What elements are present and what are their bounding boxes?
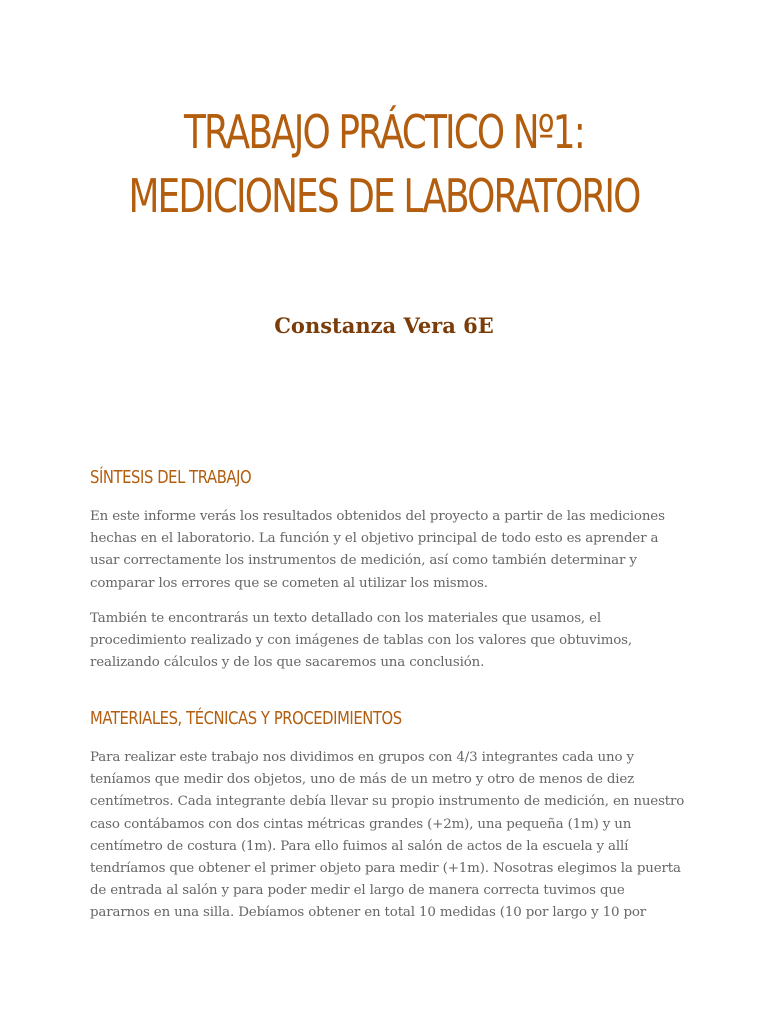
text-line: procedimiento realizado y con imágenes de tablas con los valores que obtuvimos,	[90, 633, 632, 649]
title-line-2: MEDICIONES DE LABORATORIO	[128, 169, 640, 223]
text-line: comparar los errores que se cometen al utilizar los mismos.	[90, 575, 488, 591]
title-line-1: TRABAJO PRÁCTICO Nº1:	[184, 105, 584, 159]
text-line: pararnos en una silla. Debíamos obtener en total 10 medidas (10 por largo y 10 por	[90, 905, 647, 921]
text-line: hechas en el laboratorio. La función y el objetivo principal de todo esto es aprender a	[90, 531, 659, 547]
paragraph-sintesis-2	[90, 608, 680, 675]
text-line: En este informe verás los resultados obtenidos del proyecto a partir de las mediciones	[90, 509, 665, 524]
text-line: usar correctamente los instrumentos de medición, así como también determinar y	[90, 553, 637, 569]
section-heading-sintesis: SÍNTESIS DEL TRABAJO	[90, 467, 252, 488]
text-line: centímetros. Cada integrante debía llevar su propio instrumento de medición, en nuestro	[90, 794, 685, 810]
text-line: caso contábamos con dos cintas métricas grandes (+2m), una pequeña (1m) y un	[90, 816, 632, 832]
text-line: de entrada al salón y para poder medir el largo de manera correcta tuvimos que	[90, 883, 625, 899]
text-line: También te encontrarás un texto detallado con los materiales que usamos, el	[90, 611, 602, 626]
text-line: teníamos que medir dos objetos, uno de más de un metro y otro de menos de diez	[90, 772, 635, 788]
paragraph-sintesis-1	[90, 506, 680, 595]
document-title	[116, 100, 653, 228]
section-heading-materiales: MATERIALES, TÉCNICAS Y PROCEDIMIENTOS	[90, 708, 402, 729]
text-line: centímetro de costura (1m). Para ello fuimos al salón de actos de la escuela y allí	[90, 838, 629, 854]
text-line: realizando cálculos y de los que sacaremos una conclusión.	[90, 655, 485, 671]
text-line: tendríamos que obtener el primer objeto para medir (+1m). Nosotras elegimos la puerta	[90, 861, 681, 877]
paragraph-materiales-1	[90, 747, 685, 925]
author-name: Constanza Vera 6E	[274, 313, 494, 338]
text-line: Para realizar este trabajo nos dividimos en grupos con 4/3 integrantes cada uno y	[90, 750, 634, 765]
